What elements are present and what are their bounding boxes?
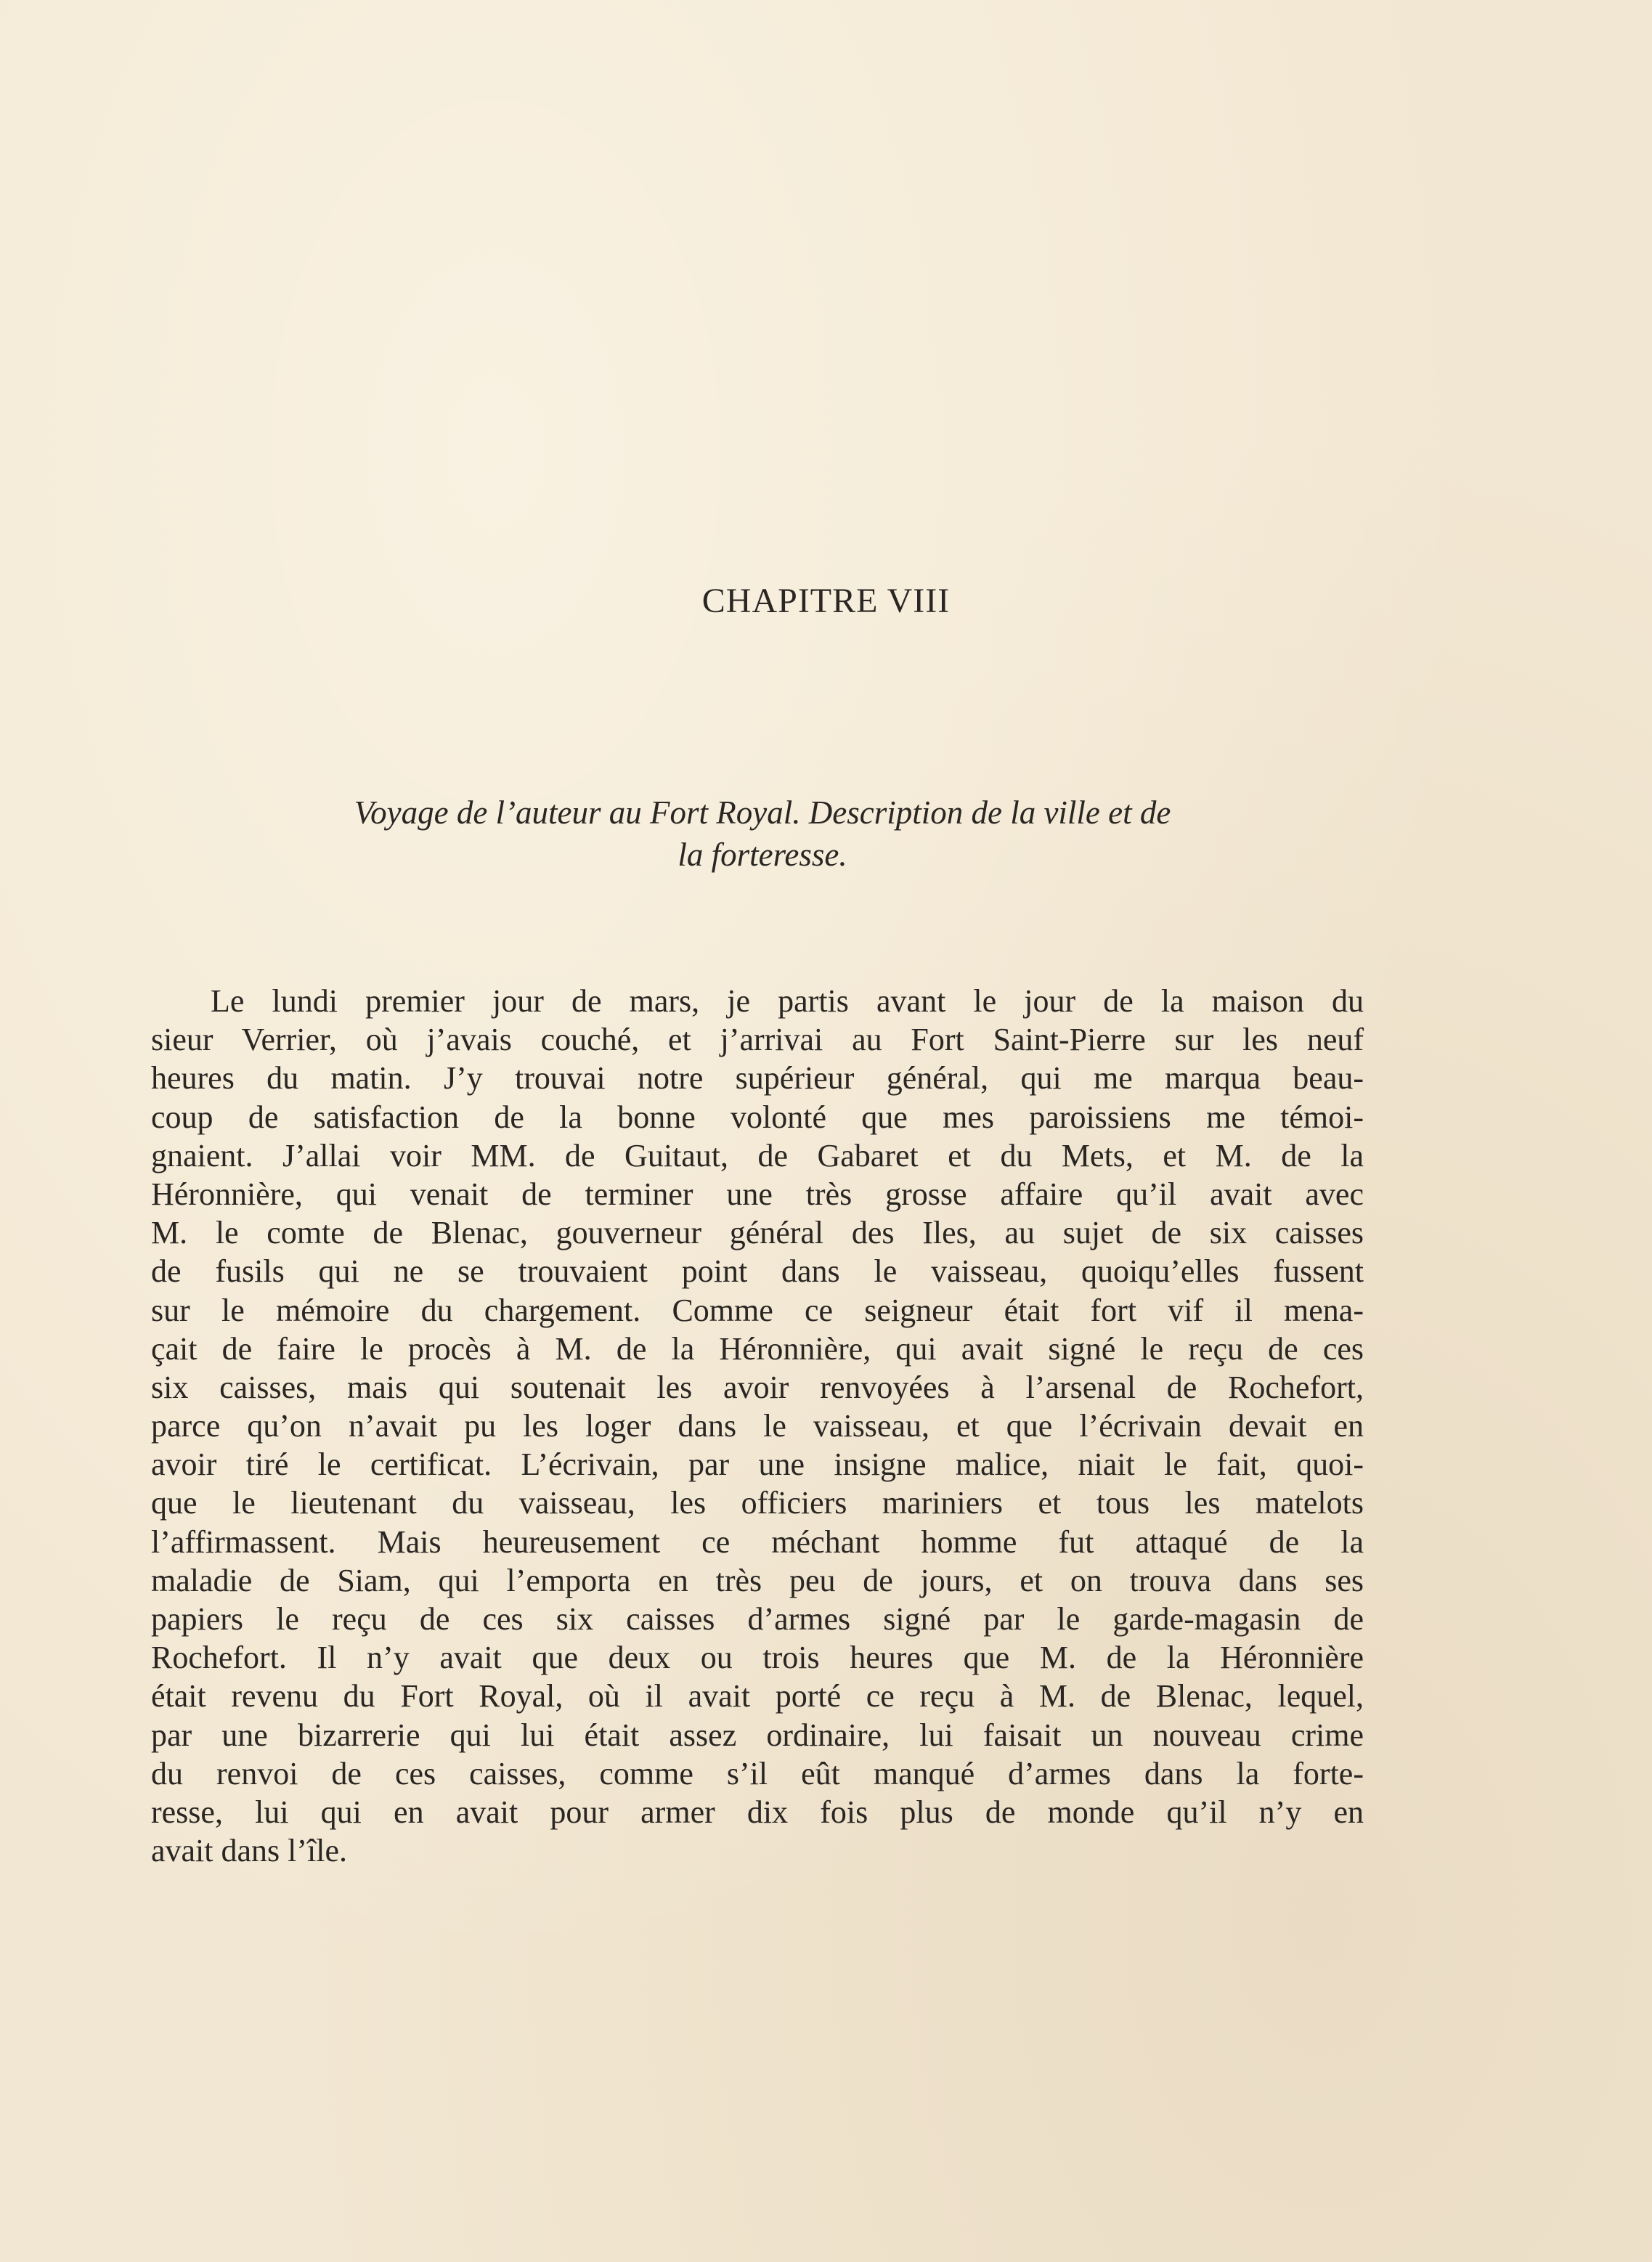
paragraph-line: avoir tiré le certificat. L’écrivain, par une insigne malice, niait le fait, quoi-: [151, 1447, 1364, 1483]
paragraph-line: était revenu du Fort Royal, où il avait porté ce reçu à M. de Blenac, lequel,: [151, 1678, 1364, 1714]
summary-line: Voyage de l’auteur au Fort Royal. Description de la ville et de: [354, 794, 1171, 831]
paragraph-line: six caisses, mais qui soutenait les avoir renvoyées à l’arsenal de Rochefort,: [151, 1369, 1364, 1405]
body-paragraph: [151, 982, 1364, 1870]
paragraph-line: l’affirmassent. Mais heureusement ce méchant homme fut attaqué de la: [151, 1523, 1364, 1560]
chapter-title: CHAPITRE VIII: [701, 582, 951, 620]
paragraph-line: par une bizarrerie qui lui était assez ordinaire, lui faisait un nouveau crime: [151, 1717, 1364, 1753]
paragraph-line: parce qu’on n’avait pu les loger dans le vaisseau, et que l’écrivain devait en: [151, 1408, 1364, 1444]
paragraph-line: papiers le reçu de ces six caisses d’armes signé par le garde-magasin de: [151, 1601, 1364, 1637]
paragraph-line: çait de faire le procès à M. de la Héronnière, qui avait signé le reçu de ces: [151, 1330, 1364, 1367]
paragraph-line: sieur Verrier, où j’avais couché, et j’arrivai au Fort Saint-Pierre sur les neuf: [151, 1022, 1364, 1058]
summary-line: la forteresse.: [678, 837, 847, 873]
paragraph-line: heures du matin. J’y trouvai notre supérieur général, qui me marqua beau-: [151, 1060, 1364, 1097]
paragraph-line: sur le mémoire du chargement. Comme ce seigneur était fort vif il mena-: [151, 1292, 1364, 1328]
paragraph-line: Rochefort. Il n’y avait que deux ou trois heures que M. de la Héronnière: [151, 1640, 1364, 1676]
paragraph-line: du renvoi de ces caisses, comme s’il eût manqué d’armes dans la forte-: [151, 1755, 1364, 1791]
paragraph-line: maladie de Siam, qui l’emporta en très peu de jours, et on trouva dans ses: [151, 1562, 1364, 1598]
paragraph-line: gnaient. J’allai voir MM. de Guitaut, de Gabaret et du Mets, et M. de la: [151, 1137, 1364, 1173]
chapter-summary: [247, 792, 1278, 876]
paragraph-line: de fusils qui ne se trouvaient point dans le vaisseau, quoiqu’elles fussent: [151, 1253, 1364, 1290]
paragraph-line: resse, lui qui en avait pour armer dix fois plus de monde qu’il n’y en: [151, 1794, 1364, 1830]
paragraph-line: avait dans l’île.: [151, 1833, 348, 1869]
paragraph-line: que le lieutenant du vaisseau, les officiers mariniers et tous les matelots: [151, 1485, 1364, 1521]
paragraph-line: M. le comte de Blenac, gouverneur général des Iles, au sujet de six caisses: [151, 1215, 1364, 1251]
paragraph-line: Héronnière, qui venait de terminer une très grosse affaire qu’il avait avec: [151, 1176, 1364, 1212]
paragraph-line: coup de satisfaction de la bonne volonté que mes paroissiens me témoi-: [151, 1099, 1364, 1135]
paragraph-line: Le lundi premier jour de mars, je partis avant le jour de la maison du: [211, 983, 1364, 1019]
